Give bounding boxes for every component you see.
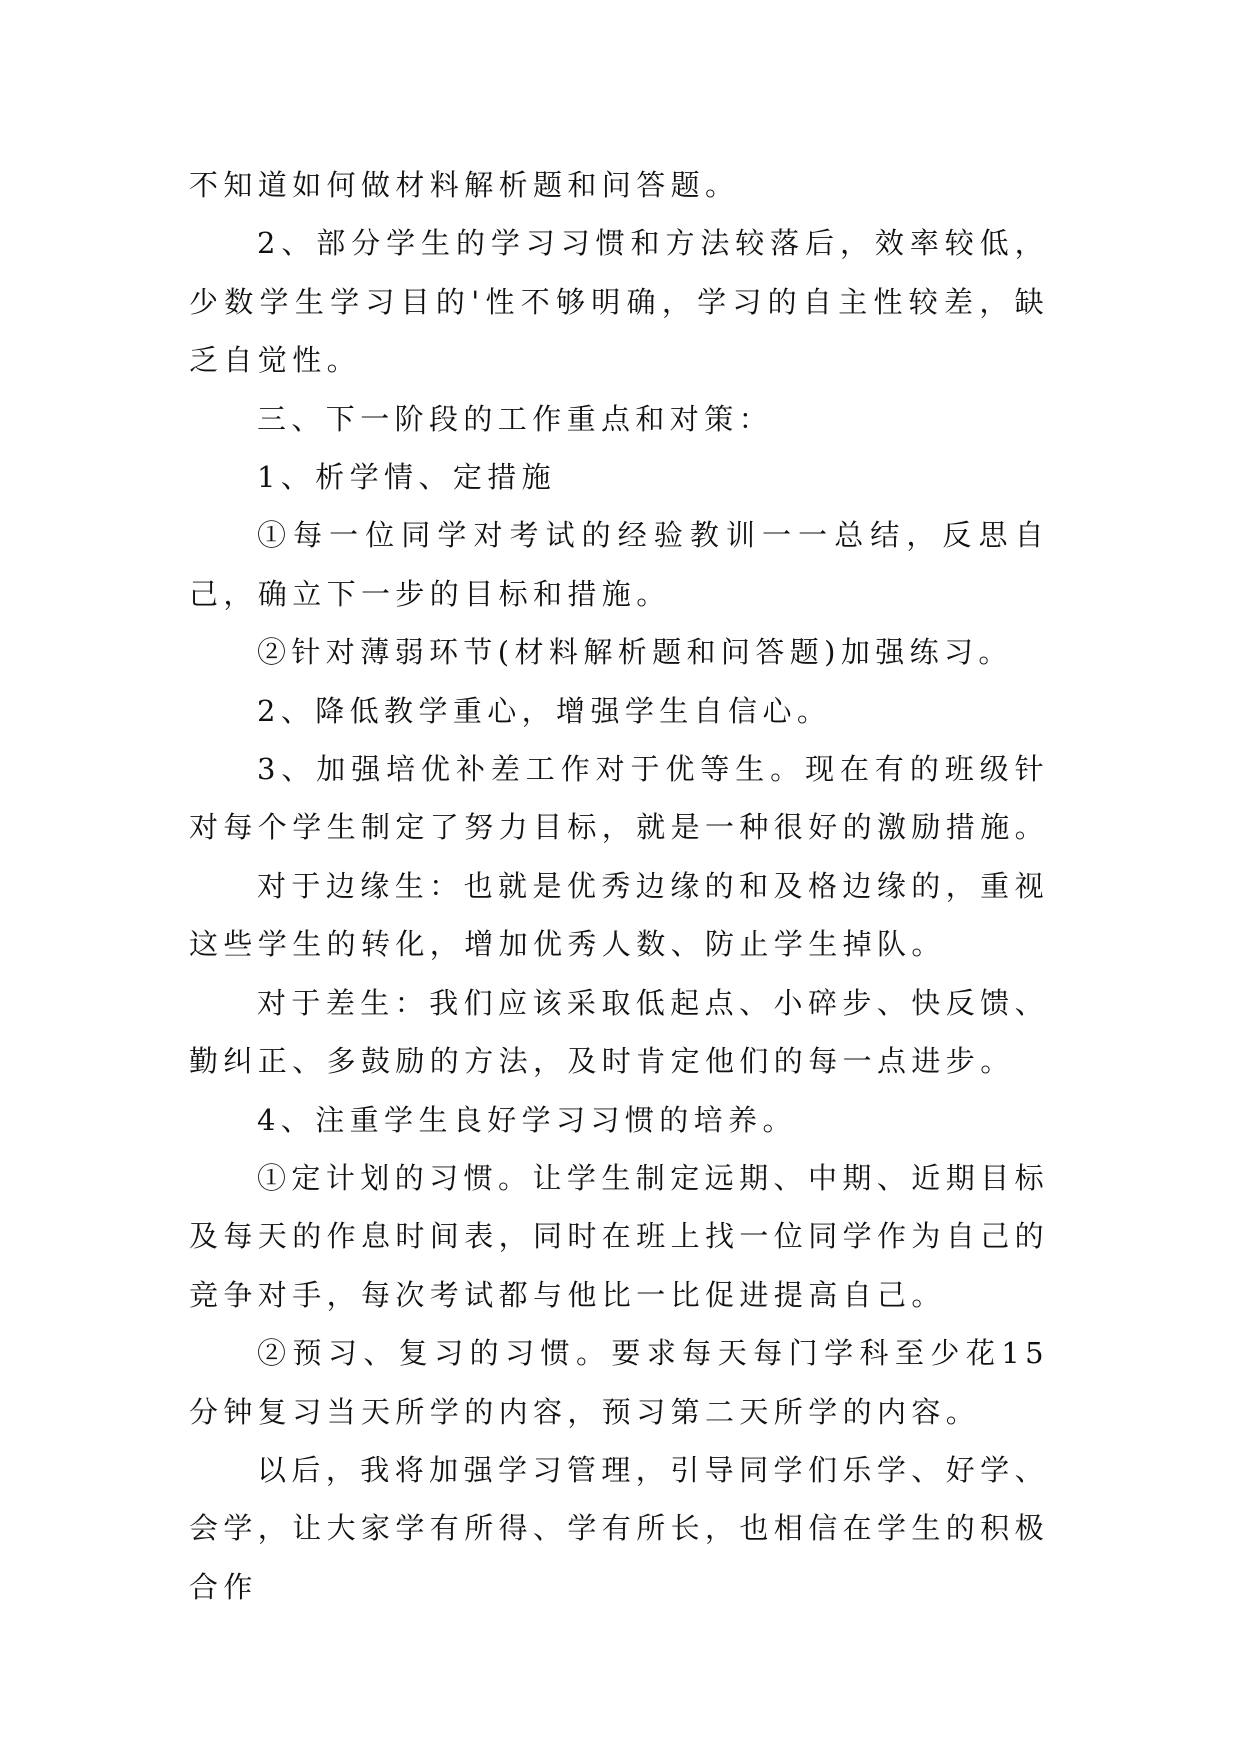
document-body [189, 156, 1049, 1616]
item-analyze-situation: 1、析学情、定措施 [257, 460, 557, 495]
subitem-strengthen-practice: ②针对薄弱环节(材料解析题和问答题)加强练习。 [257, 635, 1013, 670]
item-study-habits: 4、注重学生良好学习习惯的培养。 [257, 1102, 797, 1137]
subitem-summarize-lessons: ①每一位同学对考试的经验教训一一总结，反思自己，确立下一步的目标和措施。 [189, 518, 1049, 611]
item-top-students: 3、加强培优补差工作对于优等生。现在有的班级针对每个学生制定了努力目标，就是一种很好的激励措施。 [189, 752, 1050, 845]
subitem-preview-review-habit: ②预习、复习的习惯。要求每天每门学科至少花15分钟复习当天所学的内容，预习第二天所学的内容。 [189, 1336, 1049, 1429]
paragraph-borderline-students: 对于边缘生：也就是优秀边缘的和及格边缘的，重视这些学生的转化，增加优秀人数、防止学生掉队。 [189, 868, 1049, 962]
paragraph-weak-students: 对于差生：我们应该采取低起点、小碎步、快反馈、勤纠正、多鼓励的方法，及时肯定他们的每一点进步。 [189, 985, 1049, 1079]
item-lower-difficulty: 2、降低教学重心，增强学生自信心。 [257, 693, 832, 728]
subitem-planning-habit: ①定计划的习惯。让学生制定远期、中期、近期目标及每天的作息时间表，同时在班上找一位同学作为自己的竞争对手，每次考试都与他比一比促进提高自己。 [189, 1160, 1050, 1312]
paragraph-closing: 以后，我将加强学习管理，引导同学们乐学、好学、会学，让大家学有所得、学有所长，也相信在学生的积极合作 [189, 1452, 1050, 1604]
paragraph-study-habits-issue: 2、部分学生的学习习惯和方法较落后，效率较低，少数学生学习目的'性不够明确，学习的自主性较差，缺乏自觉性。 [189, 226, 1049, 378]
paragraph-continuation: 不知道如何做材料解析题和问答题。 [189, 168, 740, 202]
section-heading-next-stage: 三、下一阶段的工作重点和对策： [257, 401, 774, 436]
